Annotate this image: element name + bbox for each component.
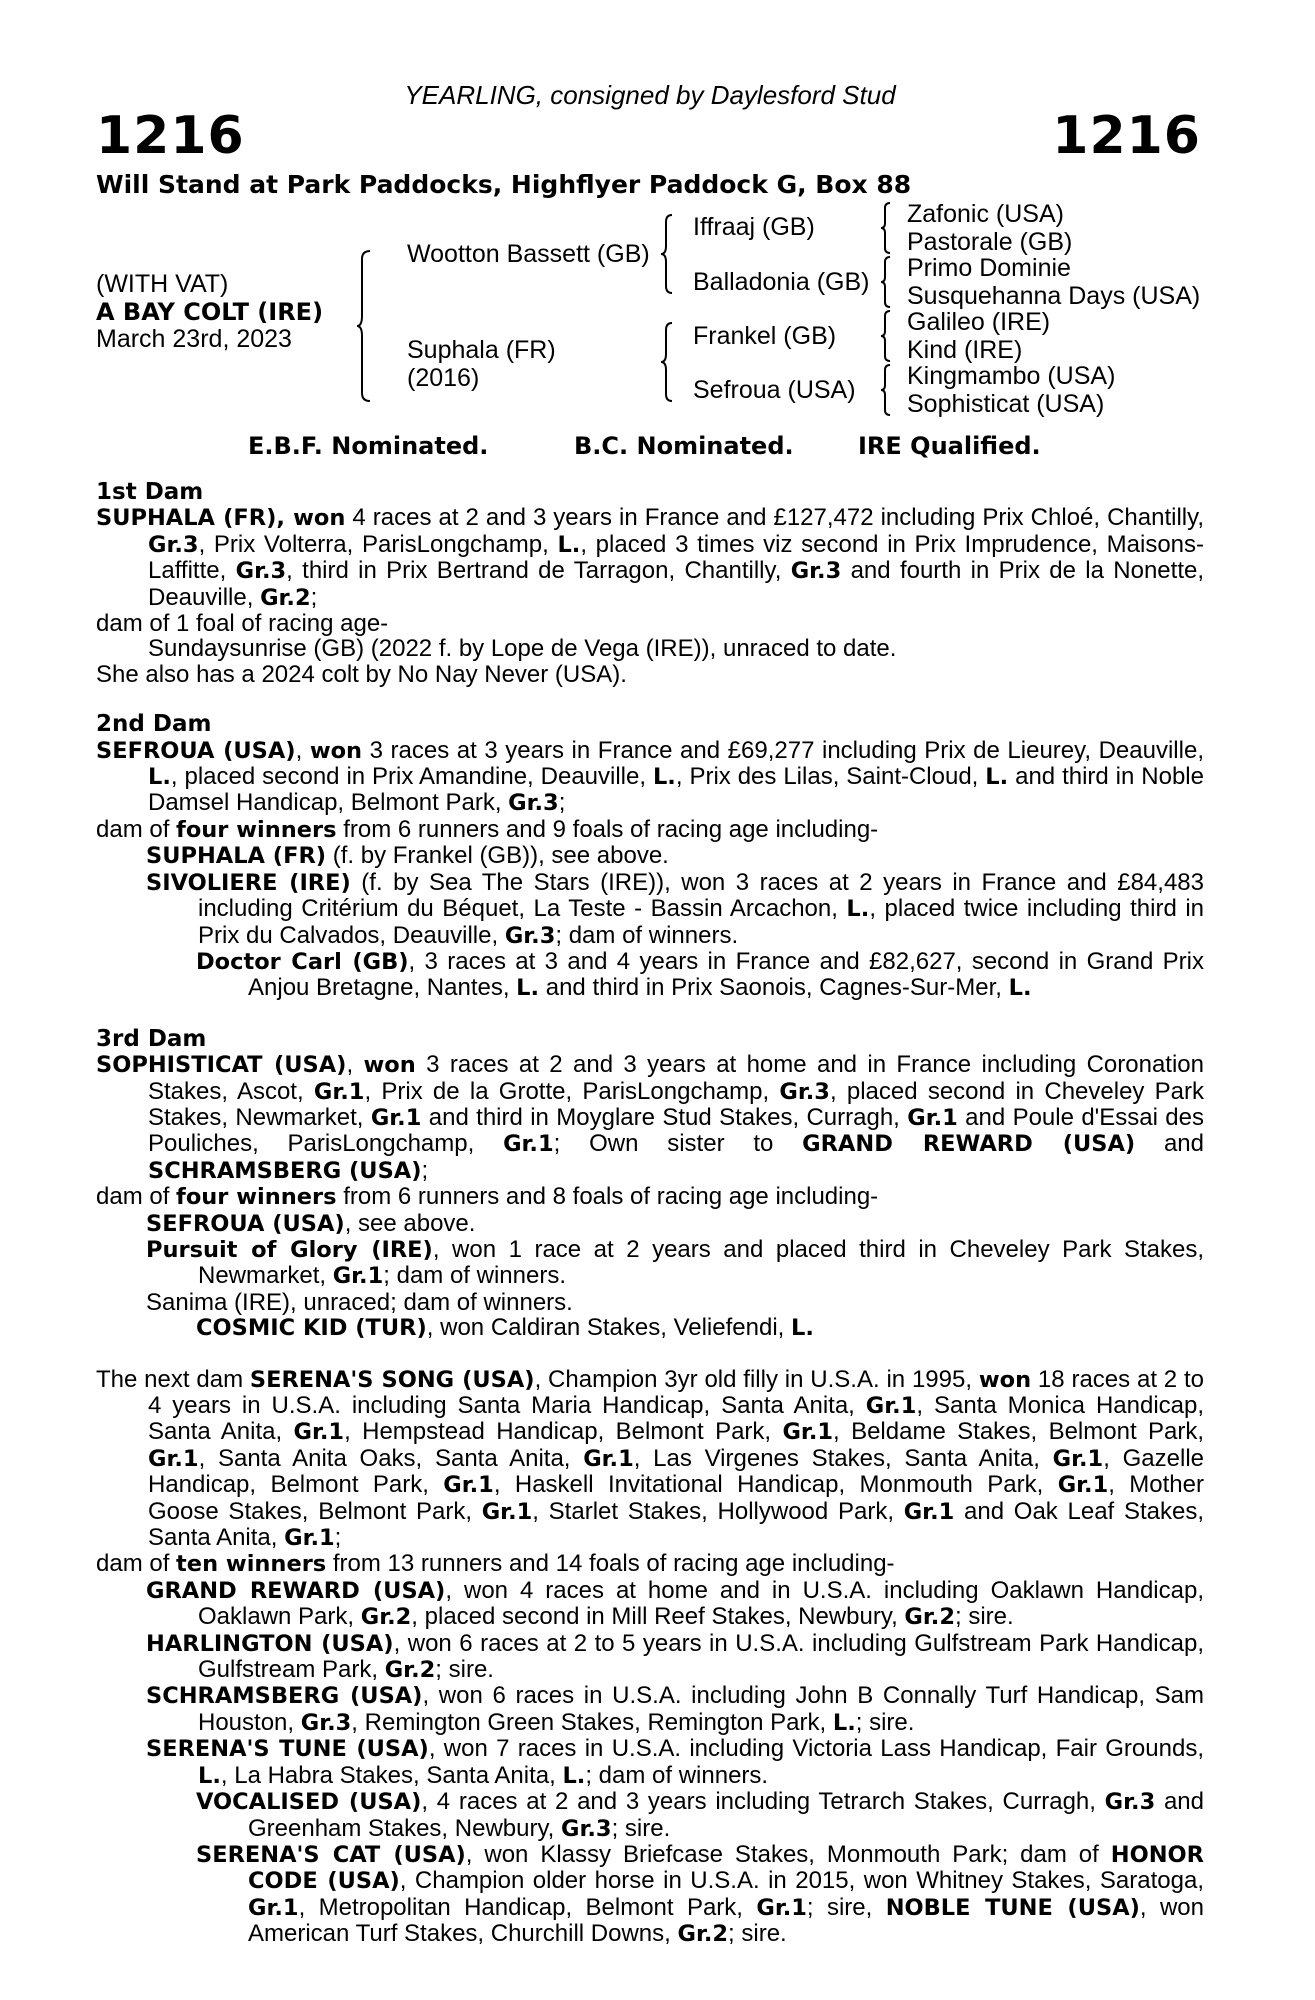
text-run: ; sire. [855, 1708, 915, 1736]
bold-run: L. [557, 531, 581, 558]
bold-run: Gr.1 [284, 1525, 335, 1552]
bold-run: Gr.2 [677, 1921, 729, 1948]
text-run: The next dam [96, 1365, 250, 1393]
text-run: , Beldame Stakes, Belmont Park, [833, 1418, 1204, 1446]
text-run: Sundaysunrise (GB) (2022 f. by Lope de Vega (IRE)), unraced to date. [148, 635, 897, 663]
text-run: ; dam of winners. [585, 1761, 769, 1789]
pedigree-paragraph [96, 1842, 1204, 1948]
pedigree-paragraph [96, 843, 1204, 869]
text-run: dam of [96, 815, 177, 843]
text-run: , placed second in Prix Amandine, Deauville, [170, 763, 653, 791]
bold-run: L. [562, 1762, 586, 1789]
pedigree-gg7: Kingmambo (USA) [907, 362, 1116, 390]
bold-run: Gr.3 [561, 1815, 612, 1842]
bold-run: SCHRAMSBERG (USA) [148, 1157, 422, 1184]
text-run: , Haskell Invitational Handicap, Monmouth Park, [493, 1471, 1058, 1499]
pedigree-gg1: Zafonic (USA) [907, 200, 1064, 228]
text-run: ; Own sister to [553, 1130, 803, 1158]
pedigree-bracket-sire [660, 214, 684, 294]
pedigree-paragraph [96, 949, 1204, 1002]
text-run: and fourth in Prix de la Nonette, Deauville, [148, 557, 1205, 611]
bold-run: L. [832, 1709, 856, 1736]
bold-run: won [309, 737, 363, 764]
foaling-date: March 23rd, 2023 [96, 325, 292, 353]
bold-run: Gr.3 [504, 922, 556, 949]
section-gap [96, 1002, 1204, 1027]
text-run: , placed 3 times viz second in Prix Imprudence, Maisons-Laffitte, [148, 530, 1205, 585]
bold-run: VOCALISED (USA) [196, 1789, 422, 1816]
bold-run: NOBLE TUNE (USA) [885, 1894, 1140, 1921]
pedigree-paragraph [96, 1052, 1204, 1184]
bold-run: Gr.1 [481, 1498, 533, 1525]
pedigree-paragraph [96, 636, 1204, 661]
bold-run: L. [791, 1315, 814, 1342]
text-run: and Greenham Stakes, Newbury, [248, 1788, 1205, 1842]
pedigree-paragraph [96, 1367, 1204, 1552]
bold-run: Gr.2 [904, 1604, 955, 1631]
pedigree-gg5: Galileo (IRE) [907, 308, 1051, 336]
pedigree-paragraph [96, 1683, 1204, 1736]
text-run: , Mother Goose Stakes, Belmont Park, [148, 1471, 1204, 1525]
text-run: , Santa Anita Oaks, Santa Anita, [198, 1444, 584, 1472]
bold-run: Pursuit of Glory (IRE) [146, 1236, 433, 1263]
pedigree-paragraph [96, 611, 1204, 636]
bold-run: Gr.2 [260, 584, 311, 611]
bold-run: COSMIC KID (TUR) [196, 1315, 427, 1342]
pedigree-paragraph [96, 1237, 1204, 1290]
text-run: , Santa Monica Handicap, Santa Anita, [148, 1392, 1205, 1446]
text-run: , won American Turf Stakes, Churchill Downs, [248, 1893, 1204, 1948]
bold-run: Gr.1 [865, 1393, 917, 1419]
bold-run: HONOR CODE (USA) [248, 1841, 1204, 1895]
text-run: , Prix de la Grotte, ParisLongchamp, [364, 1077, 780, 1105]
bold-run: Gr.1 [248, 1894, 299, 1921]
text-run: and third in Moyglare Stud Stakes, Curragh, [421, 1103, 908, 1131]
text-run: She also has a 2024 colt by No Nay Never (USA). [96, 660, 627, 688]
text-run: , won 4 races at home and in U.S.A. including Oaklawn Handicap, Oaklawn Park, [198, 1576, 1204, 1631]
bold-run: SERENA'S TUNE (USA) [146, 1736, 429, 1763]
pedigree-bracket-g3 [880, 310, 900, 362]
text-run: , placed twice including third in Prix du Calvados, Deauville, [198, 895, 1204, 949]
pedigree-paragraph [96, 1578, 1204, 1631]
bold-run: GRAND REWARD (USA) [802, 1131, 1136, 1158]
bold-run: Gr.3 [779, 1078, 830, 1105]
text-run: and Oak Leaf Stakes, Santa Anita, [148, 1497, 1204, 1552]
pedigree-paragraph [96, 1631, 1204, 1684]
bold-run: Gr.1 [293, 1419, 345, 1446]
text-run: (f. by Sea The Stars (IRE)), won 3 races at 2 years in France and £84,483 including Critérium du Béquet, La Teste - Bassin Arcachon, [198, 868, 1204, 923]
text-run: , Remington Green Stakes, Remington Park, [351, 1708, 833, 1736]
pedigree-paragraph [96, 1736, 1204, 1789]
text-run: , Hempstead Handicap, Belmont Park, [344, 1418, 783, 1446]
text-run: and third in Noble Damsel Handicap, Belmont Park, [148, 763, 1204, 817]
pedigree-dam-sire: Frankel (GB) [693, 322, 837, 350]
text-run: , won Klassy Briefcase Stakes, Monmouth Park; dam of [465, 1840, 1111, 1868]
text-run: , Champion older horse in U.S.A. in 2015, won Whitney Stakes, Saratoga, [399, 1867, 1204, 1895]
bold-run: Gr.2 [360, 1604, 412, 1631]
pedigree-paragraph [96, 1315, 1204, 1341]
text-run: , Prix des Lilas, Saint-Cloud, [675, 763, 986, 791]
text-run: 18 races at 2 to 4 years in U.S.A. including Santa Maria Handicap, Santa Anita, [148, 1365, 1204, 1419]
text-run: , 4 races at 2 and 3 years including Tetrarch Stakes, Curragh, [421, 1788, 1105, 1816]
text-run: and Poule d'Essai des Pouliches, ParisLongchamp, [148, 1103, 1205, 1158]
pedigree-gg6: Kind (IRE) [907, 336, 1023, 364]
bold-run: Gr.1 [370, 1104, 422, 1131]
nomination-ire: IRE Qualified. [858, 432, 1041, 460]
pedigree-paragraph [96, 1789, 1204, 1842]
section-heading: 3rd Dam [96, 1025, 207, 1052]
section-heading: 1st Dam [96, 479, 204, 505]
text-run: , La Habra Stakes, Santa Anita, [220, 1761, 563, 1789]
pedigree-paragraph [96, 505, 1204, 611]
bold-run: L. [1008, 975, 1032, 1002]
pedigree-gg8: Sophisticat (USA) [907, 390, 1105, 418]
text-run: , Champion 3yr old filly in U.S.A. in 1995, [534, 1365, 979, 1393]
bold-run: ten winners [176, 1551, 327, 1578]
pedigree-paragraph [96, 662, 1204, 687]
bold-run: SCHRAMSBERG (USA) [146, 1683, 423, 1710]
bold-run: SEFROUA (USA) [96, 737, 296, 764]
text-run: ; sire, [806, 1893, 886, 1921]
text-run: 4 races at 2 and 3 years in France and £127,472 including Prix Chloé, Chantilly, [345, 504, 1205, 532]
text-run: , won 6 races in U.S.A. including John B Connally Turf Handicap, Sam Houston, [198, 1682, 1204, 1736]
bold-run: Gr.3 [790, 558, 842, 585]
pedigree-dam: Suphala (FR) [407, 336, 556, 364]
bold-run: Gr.1 [148, 1445, 199, 1472]
bold-run: L. [652, 764, 676, 791]
pedigree-gg2: Pastorale (GB) [907, 228, 1073, 256]
pedigree-paragraph [96, 870, 1204, 949]
stand-location: Will Stand at Park Paddocks, Highflyer Paddock G, Box 88 [96, 170, 912, 199]
bold-run: L. [198, 1762, 221, 1789]
bold-run: L. [516, 975, 540, 1002]
text-run: ; [421, 1156, 429, 1184]
bold-run: SUPHALA (FR), won [96, 505, 346, 532]
pedigree-sire-dam: Balladonia (GB) [693, 268, 870, 296]
bold-run: HARLINGTON (USA) [146, 1630, 394, 1657]
section-gap [96, 687, 1204, 712]
text-run: , Starlet Stakes, Hollywood Park, [532, 1497, 904, 1525]
lot-number-right: 1216 [1052, 106, 1201, 166]
nomination-ebf: E.B.F. Nominated. [248, 432, 489, 460]
bold-run: Gr.2 [384, 1657, 436, 1684]
text-run: , placed second in Cheveley Park Stakes, Newmarket, [148, 1077, 1205, 1131]
text-run: 3 races at 3 years in France and £69,277 including Prix de Lieurey, Deauville, [362, 736, 1204, 764]
text-run: , 3 races at 3 and 4 years in France and £82,627, second in Grand Prix Anjou Bretagne, Nantes, [248, 947, 1205, 1002]
pedigree-gg4: Susquehanna Days (USA) [907, 282, 1201, 310]
bold-run: Gr.1 [313, 1078, 365, 1105]
bold-run: SOPHISTICAT (USA) [96, 1052, 347, 1079]
pedigree-bracket-g4 [880, 364, 900, 416]
text-run: , won Caldiran Stakes, Veliefendi, [426, 1314, 791, 1342]
text-run: , won 1 race at 2 years and placed third in Cheveley Park Stakes, Newmarket, [198, 1235, 1205, 1290]
text-run: Sanima (IRE), unraced; dam of winners. [146, 1288, 573, 1316]
pedigree-dam-dam: Sefroua (USA) [693, 376, 856, 404]
bold-run: four winners [176, 1184, 337, 1211]
pedigree-paragraph [96, 817, 1204, 843]
pedigree-sire: Wootton Bassett (GB) [407, 240, 650, 268]
text-run: (f. by Frankel (GB)), see above. [326, 842, 669, 870]
text-run: , Prix Volterra, ParisLongchamp, [198, 530, 558, 558]
bold-run: Gr.1 [756, 1894, 807, 1921]
pedigree-paragraph [96, 738, 1204, 817]
bold-run: Gr.3 [1104, 1789, 1156, 1816]
lot-number-left: 1216 [96, 106, 245, 166]
bold-run: Gr.1 [332, 1263, 384, 1290]
lot-title: A BAY COLT (IRE) [96, 298, 324, 326]
text-run: , see above. [344, 1209, 476, 1237]
text-run: and third in Prix Saonois, Cagnes-Sur-Mer, [539, 974, 1009, 1002]
bold-run: Gr.3 [148, 531, 199, 558]
section-gap [96, 1342, 1204, 1367]
bold-run: four winners [176, 816, 337, 843]
pedigree-dam-year: (2016) [407, 364, 480, 392]
text-run: 3 races at 2 and 3 years at home and in France including Coronation Stakes, Ascot, [148, 1051, 1204, 1105]
consignor-subtitle: YEARLING, consigned by Daylesford Stud [404, 80, 896, 110]
bold-run: Gr.1 [782, 1419, 834, 1446]
pedigree-bracket-main [356, 250, 380, 402]
text-run: dam of [96, 1183, 177, 1211]
text-run: , Metropolitan Handicap, Belmont Park, [298, 1893, 757, 1921]
bold-run: won [363, 1052, 416, 1079]
bold-run: Gr.3 [300, 1709, 352, 1736]
bold-run: L. [846, 896, 870, 923]
bold-run: Doctor Carl (GB) [196, 948, 409, 975]
bold-run: Gr.1 [903, 1498, 955, 1525]
bold-run: Gr.1 [1057, 1472, 1109, 1499]
bold-run: L. [148, 764, 171, 791]
bold-run: Gr.3 [508, 790, 559, 817]
bold-run: Gr.1 [443, 1472, 494, 1499]
text-run: ; [558, 789, 566, 817]
text-run: and [1135, 1130, 1204, 1158]
text-run: , placed second in Mill Reef Stakes, Newbury, [411, 1603, 905, 1631]
pedigree-paragraph [96, 1184, 1204, 1210]
text-run: ; sire. [435, 1656, 494, 1684]
bold-run: SEFROUA (USA) [146, 1210, 345, 1237]
bold-run: Gr.1 [583, 1445, 634, 1472]
pedigree-paragraph [96, 1290, 1204, 1315]
text-run: , Gazelle Handicap, Belmont Park, [148, 1444, 1204, 1499]
bold-run: won [978, 1366, 1032, 1393]
text-run: , [346, 1051, 364, 1079]
text-run: , won 6 races at 2 to 5 years in U.S.A. including Gulfstream Park Handicap, Gulfstream Park, [198, 1629, 1204, 1684]
bold-run: Gr.1 [1052, 1445, 1104, 1472]
text-run: , [295, 736, 310, 764]
pedigree-paragraph [96, 1211, 1204, 1237]
section-heading: 2nd Dam [96, 711, 212, 738]
text-run: , Las Virgenes Stakes, Santa Anita, [633, 1444, 1053, 1472]
bold-run: GRAND REWARD (USA) [146, 1577, 446, 1604]
pedigree-paragraph [96, 1551, 1204, 1577]
nomination-bc: B.C. Nominated. [574, 432, 794, 460]
text-run: from 6 runners and 9 foals of racing age including- [336, 815, 879, 843]
text-run: ; sire. [728, 1920, 787, 1948]
text-run: ; sire. [954, 1603, 1014, 1631]
bold-run: SERENA'S CAT (USA) [196, 1841, 466, 1868]
text-run: , won 7 races in U.S.A. including Victoria Lass Handicap, Fair Grounds, [428, 1735, 1204, 1763]
bold-run: Gr.3 [235, 558, 287, 585]
pedigree-gg3: Primo Dominie [907, 254, 1071, 282]
text-run: dam of [96, 1550, 177, 1578]
bold-run: Gr.1 [503, 1131, 554, 1158]
catalogue-body [96, 480, 1204, 1948]
bold-run: L. [985, 764, 1009, 791]
pedigree-sire-sire: Iffraaj (GB) [693, 213, 815, 241]
text-run: ; [334, 1524, 342, 1552]
text-run: from 13 runners and 14 foals of racing age including- [326, 1550, 895, 1578]
text-run: , third in Prix Bertrand de Tarragon, Chantilly, [286, 557, 791, 585]
text-run: ; sire. [611, 1814, 671, 1842]
pedigree-bracket-g2 [880, 256, 900, 308]
pedigree-bracket-dam [660, 322, 684, 402]
vat-note: (WITH VAT) [96, 270, 229, 298]
bold-run: SUPHALA (FR) [146, 843, 327, 870]
text-run: ; dam of winners. [555, 921, 739, 949]
bold-run: Gr.1 [907, 1104, 958, 1131]
pedigree-bracket-g1 [880, 202, 900, 254]
bold-run: SIVOLIERE (IRE) [146, 869, 351, 896]
bold-run: SERENA'S SONG (USA) [249, 1366, 535, 1393]
text-run: ; [310, 583, 318, 611]
text-run: ; dam of winners. [383, 1262, 567, 1290]
text-run: from 6 runners and 8 foals of racing age including- [336, 1183, 879, 1211]
text-run: dam of 1 foal of racing age- [96, 610, 389, 638]
